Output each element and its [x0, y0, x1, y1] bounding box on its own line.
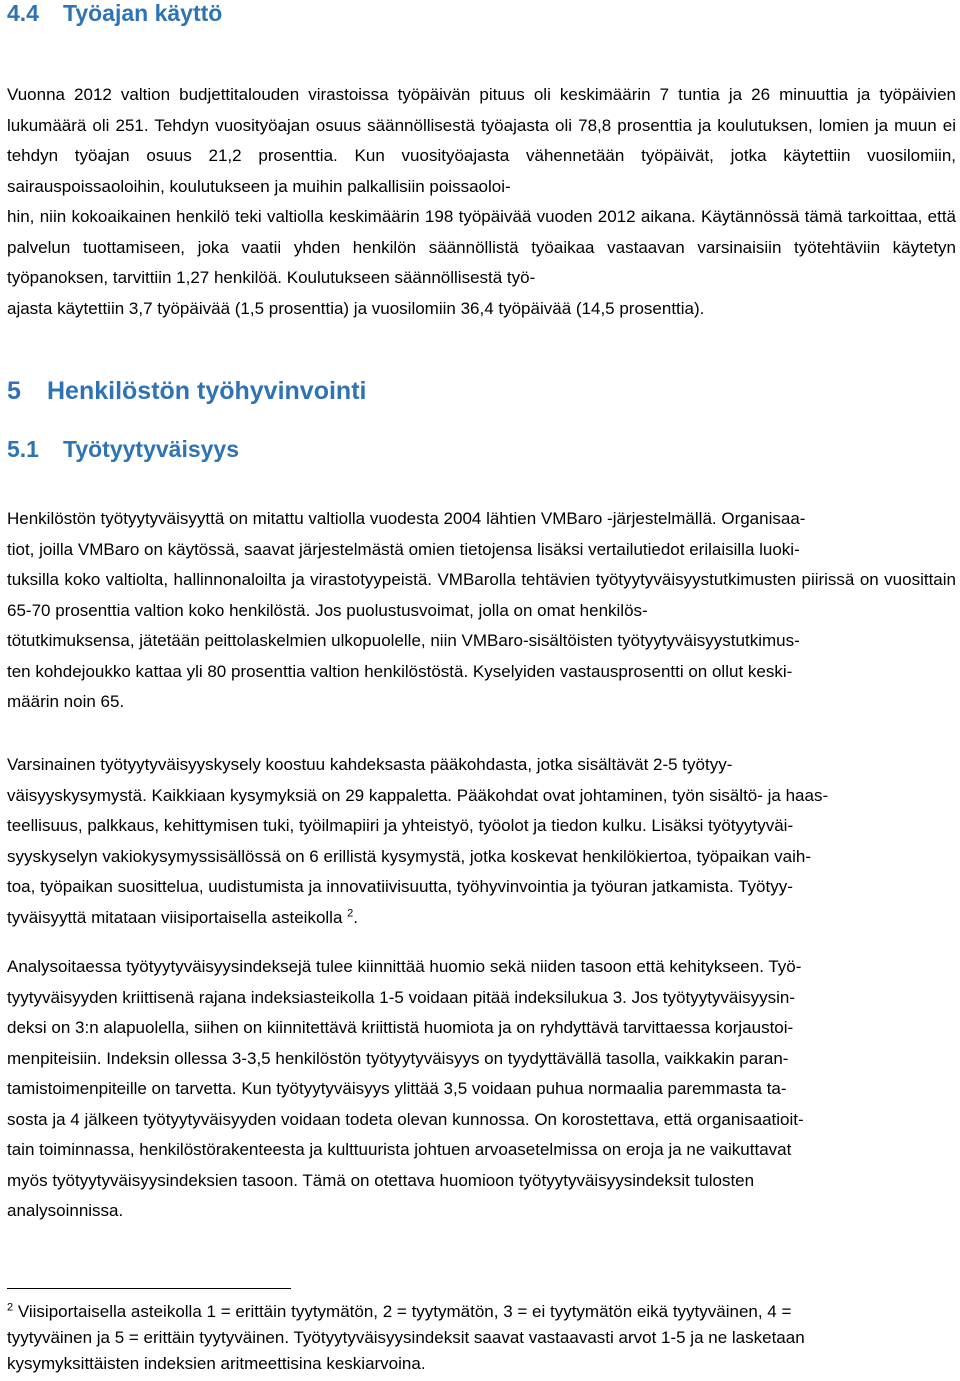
- paragraph-line: tain toiminnassa, henkilöstörakenteesta ja kulttuurista johtuen arvoasetelmissa on eroja ja ne vaikuttavat: [7, 1140, 792, 1159]
- paragraph-line: koulutuksen, lomien ja muun ei tehdyn työajan osuus 21,2 prosenttia. Kun vuosityöajasta vähennetään: [7, 115, 956, 165]
- paragraph-line: tiot, joilla VMBaro on käytössä, saavat järjestelmästä omien tietojensa lisäksi vertailutiedot erilaisilla luoki-: [7, 539, 800, 559]
- paragraph-line: ja työpäivien lukumäärä oli 251. Tehdyn vuosityöajan osuus säännöllisestä työajasta oli 78,8 prosenttia ja: [7, 85, 956, 135]
- paragraph-line: deksi on 3:n alapuolella, siihen on kiinnitettävä kriittistä huomiota ja on ryhdyttävä tarvittaessa korjaustoi-: [7, 1018, 794, 1037]
- section-title: Työajan käyttö: [63, 0, 223, 26]
- sentence-end: .: [353, 907, 359, 927]
- paragraph-line: piirissä on vuosittain 65-70 prosenttia valtion koko henkilöstä. Jos puolustusvoimat, jolla on omat henkilös-: [7, 570, 956, 620]
- paragraph-line: menpiteisiin. Indeksin ollessa 3-3,5 henkilöstön työtyytyväisyys on tyydyttävällä tasolla, vaikkakin paran-: [7, 1048, 789, 1068]
- paragraph-line: väisyyskysymystä. Kaikkiaan kysymyksiä on 29 kappaletta. Pääkohdat ovat johtaminen, työn sisältö- ja haas-: [7, 785, 829, 805]
- paragraph-line: hin, niin kokoaikainen henkilö teki valtiolla keskimäärin 198 työpäivää vuoden 2012 aikana. Käytännössä: [7, 207, 800, 226]
- footnote-separator: [7, 1288, 291, 1289]
- paragraph-line: sosta ja 4 jälkeen työtyytyväisyyden voidaan todeta olevan kunnossa. On korostettava, että organisaatioit-: [7, 1109, 804, 1129]
- paragraph-index-analysis: [7, 952, 956, 1227]
- section-heading-5-1: [7, 436, 239, 463]
- footnote-line: kysymyksittäisten indeksien aritmeettisina keskiarvoina.: [7, 1354, 426, 1373]
- section-number: 5.1: [7, 436, 39, 462]
- paragraph-line: työpäivät, jotka käytettiin vuosilomiin, sairauspoissaoloihin, koulutukseen ja muihin palkallisiin poissaoloi-: [7, 146, 956, 196]
- section-number: 5: [7, 377, 21, 405]
- paragraph-line: syyskyselyn vakiokysymyssisällössä on 6 erillistä kysymystä, jotka koskevat henkilökiertoa, työpaikan vaih-: [7, 846, 812, 866]
- section-title: Työtyytyväisyys: [63, 436, 240, 462]
- section-title: Henkilöstön työhyvinvointi: [47, 377, 367, 405]
- section-number: 4.4: [7, 0, 39, 26]
- paragraph-work-time: [7, 80, 956, 324]
- paragraph-line: tämä tarkoittaa, että palvelun tuottamiseen, joka vaatii yhden henkilön säännöllistä työaikaa vastaavan: [7, 207, 956, 257]
- footnote-line: tyytyväinen ja 5 = erittäin tyytyväinen. Työtyytyväisyysindeksit saavat vastaavasti arvot 1-5 ja ne lasketaan: [7, 1328, 805, 1347]
- paragraph-vmbaro: [7, 504, 956, 718]
- section-heading-5: [7, 377, 366, 406]
- paragraph-line: analysoinnissa.: [7, 1201, 124, 1220]
- paragraph-line: Vuonna 2012 valtion budjettitalouden virastoissa työpäivän pituus oli keskimäärin 7 tuntia ja 26 minuuttia: [7, 85, 849, 104]
- footnote-reference[interactable]: 2: [347, 906, 354, 919]
- paragraph-line: määrin noin 65.: [7, 692, 125, 711]
- paragraph-line: myös työtyytyväisyysindeksien tasoon. Tämä on otettava huomioon työtyytyväisyysindeksit tulosten: [7, 1170, 755, 1190]
- footnote: [7, 1299, 956, 1377]
- section-heading-4-4: [7, 0, 222, 27]
- paragraph-line: tyväisyyttä mitataan viisiportaisella asteikolla: [7, 907, 348, 927]
- footnote-line: Viisiportaisella asteikolla 1 = erittäin tyytymätön, 2 = tyytymätön, 3 = ei tyytymätön eikä tyytyväinen, 4 =: [13, 1302, 792, 1321]
- paragraph-line: toa, työpaikan suosittelua, uudistumista ja innovatiivisuutta, työhyvinvointia ja työuran jatkamista. Työtyy-: [7, 877, 793, 896]
- paragraph-line: ten kohdejoukko kattaa yli 80 prosenttia valtion henkilöstöstä. Kyselyiden vastausprosentti on ollut keski-: [7, 661, 793, 681]
- footnote-marker: 2: [7, 1301, 14, 1314]
- paragraph-line: tyytyväisyyden kriittisenä rajana indeksiasteikolla 1-5 voidaan pitää indeksilukua 3. Jos työtyytyväisyysin-: [7, 987, 796, 1007]
- paragraph-line: Henkilöstön työtyytyväisyyttä on mitattu valtiolla vuodesta 2004 lähtien VMBaro -järjestelmällä. Organisaa-: [7, 509, 806, 528]
- paragraph-line: Varsinainen työtyytyväisyyskysely koostuu kahdeksasta pääkohdasta, jotka sisältävät 2-5 työtyy-: [7, 755, 733, 774]
- paragraph-line: teellisuus, palkkaus, kehittymisen tuki, työilmapiiri ja yhteistyö, työolot ja tiedon kulku. Lisäksi työtyytyväi-: [7, 816, 794, 835]
- paragraph-line: tamistoimenpiteille on tarvetta. Kun työtyytyväisyys ylittää 3,5 voidaan puhua normaalia paremmasta ta-: [7, 1079, 787, 1098]
- paragraph-line: Analysoitaessa työtyytyväisyysindeksejä tulee kiinnittää huomio sekä niiden tasoon että kehitykseen. Työ-: [7, 957, 802, 976]
- paragraph-line: tötutkimuksensa, jätetään peittolaskelmien ulkopuolelle, niin VMBaro-sisältöisten työtyytyväisyystutkimus-: [7, 631, 800, 650]
- paragraph-line: ajasta käytettiin 3,7 työpäivää (1,5 prosenttia) ja vuosilomiin 36,4 työpäivää (14,5 prosenttia).: [7, 298, 705, 318]
- paragraph-line: tuksilla koko valtiolta, hallinnonaloilta ja virastotyypeistä. VMBarolla tehtävien työtyytyväisyystutkimusten: [7, 570, 797, 589]
- paragraph-survey-structure: [7, 750, 956, 933]
- paragraph-line: varsinaisiin työtehtäviin käytetyn työpanoksen, tarvittiin 1,27 henkilöä. Koulutukseen säännöllisestä työ-: [7, 237, 956, 287]
